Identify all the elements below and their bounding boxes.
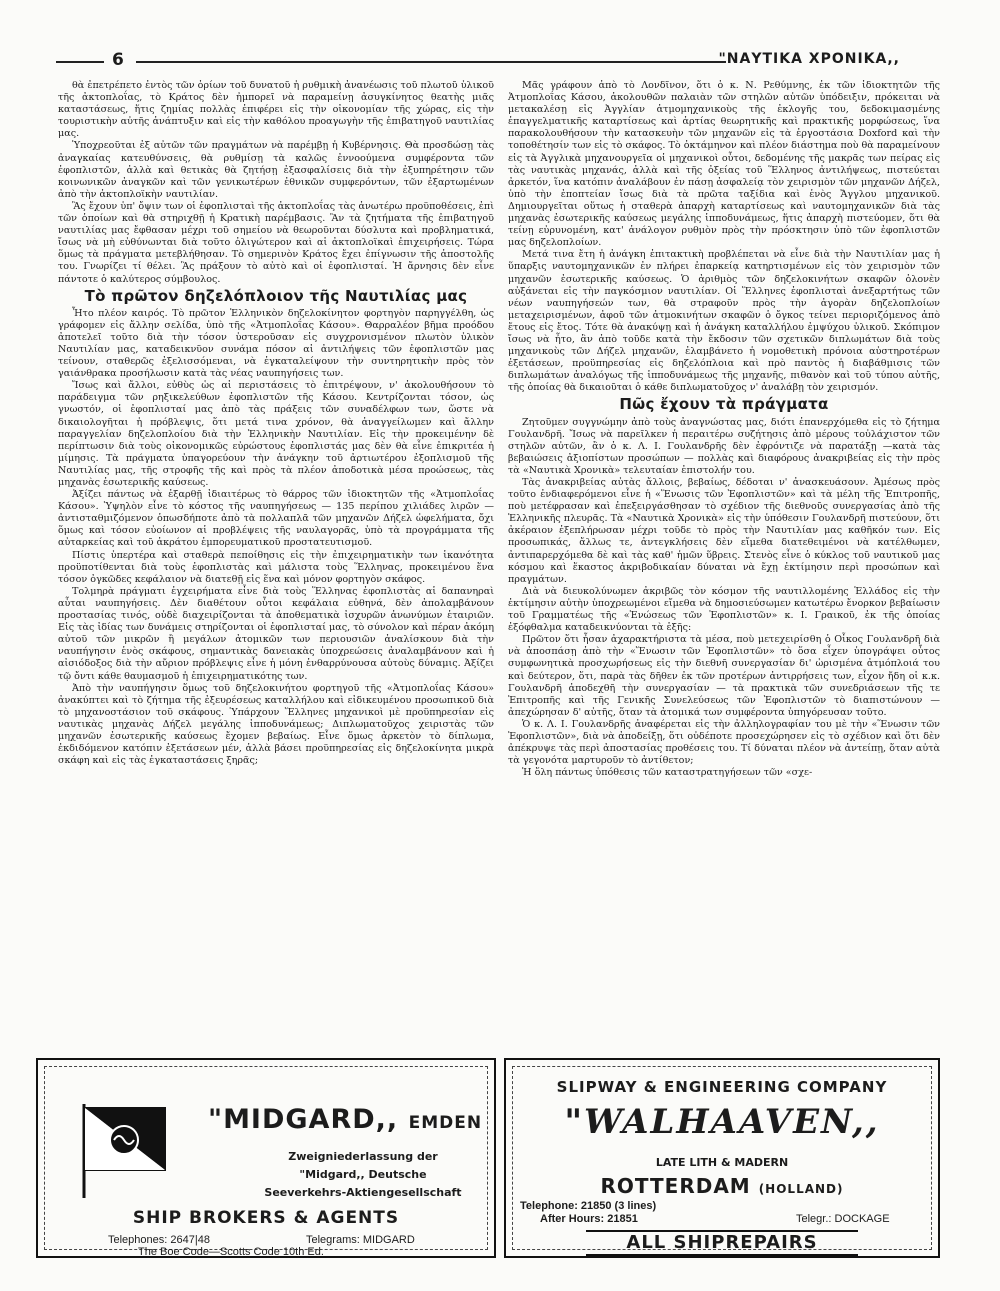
walhaaven-company: SLIPWAY & ENGINEERING COMPANY (556, 1078, 888, 1096)
midgard-sub-line-1: Zweigniederlassung der (288, 1150, 438, 1163)
right-intro-paragraph-1: Μᾶς γράφουν ἀπὸ τὸ Λονδῖνον, ὅτι ὁ κ. Ν. Ρεθύμνης, ἐκ τῶν ἰδιοκτητῶν τῆς Ἀτμοπλοΐας Κάσου, ἀκολουθῶν παλαιὰν τῶν στηλῶν αὐτῶν ὑπόδειξιν, πρόκειται νὰ μετακαλέσῃ εἰς Ἀγγλίαν ἀτμομηχανικοὺς τῆς ἐκλογῆς του, δεδοκιμασμένης ἐπαγγελματικῆς καταρτίσεως καὶ ἀρτίας θεωρητικῆς καὶ πρακτικῆς μορφώσεως, ἵνα παρακολουθήσουν τὴν κατασκευὴν τῶν μηχανῶν εἰς τὰ ἐργοστάσια Doxford καὶ τὴν τοποθέτησίν των εἰς τὸ σκάφος. Τὸ ὀκτάμηνον καὶ πλέον διάστημα ποὺ θὰ παραμείνουν εἰς τὰ Ἀγγλικὰ μηχανουργεῖα οἱ μηχανικοὶ οὗτοι, δεδομένης τῆς μακρᾶς των πείρας εἰς τὰς ναυτικὰς μηχανάς, ἀλλὰ καὶ τῆς ὀξείας τοῦ Ἕλληνος ἀντιλήψεως, πιστεύεται ἀρκετόν, ἵνα κατόπιν ἀναλάβουν ἐν πάσῃ ἀσφαλείᾳ τὸν χειρισμὸν τῶν μηχανῶν Δήζελ, ὑπὸ τὴν ἐποπτείαν ἴσως διὰ τὰ πρῶτα ταξίδια καὶ ἑνὸς Ἄγγλου μηχανικοῦ. Δημιουργεῖται οὕτως ἡ σταθερὰ ἀπαρχὴ καταρτίσεως καὶ ναυτομηχανικῶν διὰ τὰς μηχανὰς ἐσωτερικῆς καύσεως μεγάλης ἱπποδυνάμεως, ἥτις ἀπαρχὴ πιστεύομεν, ὅτι θὰ τείνῃ εὐρυνομένη, κατ' ἀνάλογον ρυθμὸν πρὸς τὴν πρόσκτησιν ὑπὸ τῶν ἐφοπλιστῶν μας δηζελοπλοίων. (508, 80, 940, 249)
walhaaven-location (506, 1174, 938, 1198)
page-number: 6 (112, 50, 124, 70)
left-body-paragraph-3: Ἀξίζει πάντως νὰ ἐξαρθῇ ἰδιαιτέρως τὸ θάρρος τῶν ἰδιοκτητῶν τῆς «Ἀτμοπλοΐας Κάσου». Ὑψηλὸν εἶνε τὸ κόστος τῆς ναυπηγήσεως — 135 περίπου χιλιάδες λιρῶν — ἀντισταθμιζόμενον ὁπωσδήποτε ἀπὸ τὰ πολλαπλᾶ τῶν μηχανῶν Δήζελ ὠφελήματα, ὄχι ὅμως καὶ τόσον εὐοίωνον αἱ προβλέψεις τῆς ναυλαγορᾶς, ὑπὸ τὰ προγράμματα τῆς αὐταρκείας καὶ τοῦ ἀκράτου ἐμπορευματικοῦ προστατευτισμοῦ. (58, 489, 494, 549)
right-column (508, 80, 940, 779)
midgard-sub-line-3: Seeverkehrs-Aktiengesellschaft (264, 1186, 462, 1199)
header-rule-middle (136, 61, 726, 63)
midgard-name: "MIDGARD,, (208, 1104, 399, 1135)
midgard-subtitle (238, 1148, 488, 1202)
right-body-paragraph-4: Πρῶτον ὅτι ἦσαν ἀχαρακτήριστα τὰ μέσα, ποὺ μετεχειρίσθη ὁ Οἶκος Γουλανδρῆ διὰ νὰ ἀποσπάσῃ ἀπὸ τὴν «Ἕνωσιν τῶν Ἐφοπλιστῶν» τὸ ὅσα εἶχεν ὑπογράψει οὗτος συμφωνητικὰ προσχωρήσεως εἰς τὴν διεθνῆ συνεργασίαν δι' ὡρισμένα ἀτμόπλοιά του καὶ δεύτερον, ὅτι, παρὰ τὰς δῆθεν ἐκ τῶν προτέρων ἀντιρρήσεις των, εἶχον ἤδη οἱ κ.κ. Γουλανδρῆ ἀποδεχθῆ τὴν συνεργασίαν — τὰ πρακτικὰ τῶν συνεδριάσεων τῆς τε Ἐπιτροπῆς καὶ τῆς Γενικῆς Συνελεύσεως τῶν Ἐφοπλιστῶν τὸ διαπιστώνουν — ἀπεχώρησαν δ' αὐτῆς, ὅταν τὰ ἀτομικά των συμφέροντα ὑπηγόρευσαν τοῦτο. (508, 634, 940, 718)
left-body-paragraph-5: Τολμηρὰ πράγματι ἐγχειρήματα εἶνε διὰ τοὺς Ἕλληνας ἐφοπλιστὰς αἱ δαπανηραὶ αὗται ναυπηγήσεις. Δὲν διαθέτουν οὗτοι κεφάλαια εὐθηνά, δὲν ἀπολαμβάνουν προστασίας τινός, οὐδὲ διαχειρίζονται τὰ ἀποθεματικὰ ἰσχυρῶν ἀνωνύμων ἑταιριῶν. Εἰς τὰς ἰδίας των δυνάμεις στηρίζονται οἱ ἐφοπλισταί μας, τὸ σύνολον καὶ πέραν ἀκόμη αὐτοῦ τῶν μικρῶν ἢ μεγάλων ἀτομικῶν των περιουσιῶν ἀναλίσκουν διὰ τὴν ναυπήγησιν ἑνὸς σκάφους, σημαντικὰς δανειακὰς ὑποχρεώσεις ἀναλαμβάνουν καὶ ἡ αἰσιόδοξος διὰ τὴν αὔριον πρόβλεψις εἶνε ἡ μόνη ἐνθαρρύνουσα αὐτοὺς δύναμις. Ἀξίζει τῷ ὄντι κάθε θαυμασμοῦ ἡ ἐπιχειρηματικότης των. (58, 585, 494, 682)
left-body-paragraph-6: Ἀπὸ τὴν ναυπήγησιν ὅμως τοῦ δηζελοκινήτου φορτηγοῦ τῆς «Ἀτμοπλοΐας Κάσου» ἀνακύπτει καὶ τὸ ζήτημα τῆς ἐξευρέσεως καταλλήλου καὶ εἰδικευμένου προσωπικοῦ διὰ τὸ μηχανοστάσιον τοῦ σκάφους. Ὑπάρχουν Ἕλληνες μηχανικοὶ μὲ προϋπηρεσίαν εἰς ναυτικὰς μηχανὰς Δήζελ μεγάλης ἱπποδυνάμεως; Διπλωματοῦχος χειριστὰς τῶν μηχανῶν ἐσωτερικῆς καύσεως ἔχομεν βεβαίως. Εἶνε ὅμως ἀρκετὸν τὸ δίπλωμα, ἐκδιδόμενον κατόπιν ἐξετάσεων μέν, ἀλλὰ βάσει προϋπηρεσίας εἰς δηζελοκίνητα μικρὰ σκάφη καὶ εἰς τὰς ἐγκαταστάσεις ξηρᾶς; (58, 682, 494, 767)
left-body-paragraph-4: Πίστις ὑπερτέρα καὶ σταθερὰ πεποίθησις εἰς τὴν ἐπιχειρηματικὴν των ἱκανότητα προϋποτίθενται διὰ τοὺς ἐφοπλιστὰς καὶ μάλιστα τοὺς Ἕλληνας, προκειμένου ἕνα τόσον ὀγκῶδες κεφάλαιον νὰ διατεθῇ εἰς ἕνα καὶ μόνον φορτηγὸν σκάφος. (58, 549, 494, 585)
left-intro-paragraph-2: Ὑποχρεοῦται ἐξ αὐτῶν τῶν πραγμάτων νὰ παρέμβῃ ἡ Κυβέρνησις. Θὰ προσδώσῃ τὰς ἀναγκαίας κατευθύνσεις, θὰ ρυθμίσῃ τὰ καλῶς ἐννοούμενα συμφέροντα τῶν ἐφοπλιστῶν, ἀλλὰ καὶ θετικὰς θὰ ζητήσῃ ἐξασφαλίσεις διὰ τὴν ἐξυπηρέτησιν τῶν κοινωνικῶν ἀναγκῶν καὶ τῶν γενικωτέρων ἐθνικῶν συμφερόντων, τῶν ἐξαρτωμένων ἀπὸ τὴν ἀκτοπλοϊκὴν ναυτιλίαν. (58, 140, 494, 200)
left-article-heading: Τὸ πρῶτον δηζελόπλοιον τῆς Ναυτιλίας μας (84, 286, 468, 305)
walhaaven-telegr: Telegr.: DOCKAGE (796, 1213, 890, 1225)
walhaaven-telephone: Telephone: 21850 (3 lines) (520, 1200, 657, 1212)
left-column (58, 80, 494, 767)
right-body-paragraph-5: Ὁ κ. Λ. Ι. Γουλανδρῆς ἀναφέρεται εἰς τὴν ἀλληλογραφίαν του μὲ τὴν «Ἕνωσιν τῶν Ἐφοπλιστῶν», διὰ νὰ ἀποδείξῃ, ὅτι οὐδέποτε προσεχώρησεν εἰς τὸ σχέδιον καὶ ὅτι δὲν ἀπέκρυψε τὰς περὶ ἀποστασίας προθέσεις του. Τί δύναται πλέον νὰ ἀντείπῃ, ὅταν αὐτὰ τὰ γεγονότα μαρτυροῦν τὸ ἀντίθετον; (508, 718, 940, 767)
midgard-telephones: Telephones: 2647|48 (108, 1234, 210, 1246)
midgard-sub-line-2: "Midgard,, Deutsche (299, 1168, 427, 1181)
right-article-heading: Πῶς ἔχουν τὰ πράγματα (619, 395, 829, 414)
walhaaven-tagline: ALL SHIPREPAIRS (586, 1230, 858, 1256)
walhaaven-name: "WALHAAVEN,, (564, 1102, 880, 1142)
left-intro-paragraph-1: θὰ ἐπετρέπετο ἐντὸς τῶν ὁρίων τοῦ δυνατοῦ ἡ ρυθμικὴ ἀνανέωσις τοῦ πλωτοῦ ὑλικοῦ τῆς ἀκτοπλοΐας, τὸ Κράτος δὲν ἠμπορεῖ νὰ παραμείνῃ ἀσυγκίνητος θεατὴς μιᾶς καταστάσεως, ἥτις ζημίας πολλὰς ἐπιφέρει εἰς τὴν οἰκονομίαν τῆς χώρας, εἰς τὴν τουριστικὴν αὐτῆς ἀνάπτυξιν καὶ εἰς τὴν καθόλου προαγωγὴν τῆς ἐπιβατηγοῦ ναυτιλίας μας. (58, 80, 494, 140)
walhaaven-country: (HOLLAND) (758, 1182, 844, 1196)
page-header (56, 50, 936, 74)
left-body-paragraph-1: Ἦτο πλέον καιρός. Τὸ πρῶτον Ἑλληνικὸν δηζελοκίνητον φορτηγὸν παρηγγέλθη, ὡς γράφομεν εἰς ἄλλην σελίδα, ὑπὸ τῆς «Ἀτμοπλοΐας Κάσου». Θαρραλέον βῆμα προόδου ἀποτελεῖ τοῦτο διὰ τὴν τόσον ὑστεροῦσαν εἰς συγχρονισμένον πλωτὸν ὑλικὸν Ναυτιλίαν μας, καταδεικνῦον συνάμα πόσον αἱ ἀντιλήψεις τῶν ἐφοπλιστῶν μας τείνουν, σταθερῶς ἐξελισσόμεναι, νὰ ἐγκαταλείψουν τὴν συντηρητικὴν πρὸς τὸν γαιάνθρακα προσήλωσιν κατὰ τὰς νέας ναυπηγήσεις των. (58, 307, 494, 380)
midgard-advertisement (36, 1058, 496, 1258)
right-body-paragraph-2: Τὰς ἀνακριβείας αὐτὰς ἄλλοις, βεβαίως, δέδοται ν' ἀνασκευάσουν. Ἀμέσως πρὸς τοῦτο ἐνδιαφερόμενοι εἶνε ἡ «Ἕνωσις τῶν Ἐφοπλιστῶν» καὶ τὰ μέλη τῆς Ἐπιτροπῆς, ποὺ μετέφρασαν καὶ ἐπεξειργάσθησαν τὸ σχέδιον τῆς διεθνοῦς συνεργασίας ἀπὸ τῆς Ἑλληνικῆς πλευρᾶς. Τὰ «Ναυτικὰ Χρονικὰ» εἰς τὴν ὑπόθεσιν Γουλανδρῆ πιστεύουν, ὅτι ἀκέραιον ἐξεπλήρωσαν μέχρι τοῦδε τὸ πρὸς τὴν Ναυτιλίαν μας καθῆκόν των. Εἰς προσωπικάς, ἄλλως τε, ἀντεγκλήσεις δὲν εἴμεθα διατεθειμένοι νὰ κατέλθωμεν, ἀντιπαρερχόμεθα δὲ καὶ τὰς καθ' ἡμῶν ὕβρεις. Στενὸς εἶνε ὁ κύκλος τοῦ ναυτικοῦ μας κόσμου καὶ ἕκαστος ἀκριβοδικαίαν δύναται νὰ ἔχῃ ἐκτίμησιν περὶ προσώπων καὶ πραγμάτων. (508, 477, 940, 585)
walhaaven-formerly: LATE LITH & MADERN (655, 1156, 789, 1169)
midgard-title (208, 1104, 482, 1135)
walhaaven-advertisement (504, 1058, 940, 1258)
right-body-paragraph-3: Διὰ νὰ διευκολύνωμεν ἀκριβῶς τὸν κόσμον τῆς ναυτιλλομένης Ἑλλάδος εἰς τὴν ἐκτίμησιν αὐτὴν ὑποχρεωμένοι εἴμεθα νὰ δημοσιεύσωμεν κατωτέρω ἔνορκον βεβαίωσιν τοῦ Γραμματέως τῆς «Ἑνώσεως τῶν Ἐφοπλιστῶν» κ. Ι. Γραικοῦ, ἐκ τῆς ὁποίας ἐξόφθαλμα καταδεικνύονται τὰ ἑξῆς: (508, 585, 940, 634)
right-body-paragraph-6: Ἡ ὅλη πάντως ὑπόθεσις τῶν καταστρατηγήσεων τῶν «σχε- (522, 767, 813, 779)
midgard-code: The Boe Code—Scotts Code 10th Ed. (138, 1246, 324, 1258)
midgard-brokers: SHIP BROKERS & AGENTS (132, 1208, 400, 1228)
midgard-telegrams: Telegrams: MIDGARD (306, 1234, 415, 1246)
midgard-flag-icon (78, 1100, 174, 1200)
left-body-paragraph-2: Ἴσως καὶ ἄλλοι, εὐθὺς ὡς αἱ περιστάσεις τὸ ἐπιτρέψουν, ν' ἀκολουθήσουν τὸ παράδειγμα τῶν ρηξικελεύθων ἐφοπλιστῶν τῆς Κάσου. Κεντρίζονται τόσον, ὡς γνωστόν, οἱ ἐφοπλισταί μας ἀπὸ τὰς πράξεις τῶν συναδέλφων των, ὥστε νὰ δικαιολογῆται ἡ πρόβλεψις, ὅτι μετά τινα χρόνον, θὰ ἀναγγείλωμεν καὶ ἄλλην παραγγελίαν δηζελοπλοίου διὰ τὴν Ἑλληνικὴν Ναυτιλίαν. Εἰς τὴν προκειμένην δὲ περίπτωσιν διὰ τοὺς οἰκονομικῶς εὐρώστους ἐφοπλιστάς μας δὲν θὰ εἶνε ἐπικριτέα ἡ μίμησις. Τὰ πράγματα ὑπαγορεύουν τὴν ἀνάγκην τοῦ ἀρτιωτέρου ἐξοπλισμοῦ τῆς Ναυτιλίας μας, τῆς στροφῆς τῆς καὶ πρὸς τὰ πλέον ἀποδοτικὰ μέσα προώσεως, τὰς μηχανὰς ἐσωτερικῆς καύσεως. (58, 380, 494, 488)
walhaaven-after-hours: After Hours: 21851 (540, 1213, 638, 1225)
masthead-title: "ΝΑΥΤΙΚΑ ΧΡΟΝΙΚΑ,, (718, 51, 900, 67)
header-rule-left (56, 61, 104, 63)
left-intro-paragraph-3: Ἂς ἔχουν ὑπ' ὄψιν των οἱ ἐφοπλισταὶ τῆς ἀκτοπλοΐας τὰς ἀνωτέρω προϋποθέσεις, ἐπὶ τῶν ὁποίων καὶ θὰ στηριχθῇ ἡ Κρατικὴ παρέμβασις. Ἂν τὰ ζητήματα τῆς ἐπιβατηγοῦ ναυτιλίας μας ἔφθασαν μέχρι τοῦ σημείου νὰ θεωροῦνται δύσλυτα καὶ προβληματικά, ἴσως νὰ μὴ εὐθύνωνται διὰ τοῦτο ὀλιγώτερον καὶ αἱ ἀκτοπλοϊκαὶ ἐπιχειρήσεις. Τώρα ὅμως τὰ πράγματα μετεβλήθησαν. Τὸ σημερινὸν Κράτος ἔχει ἐπίγνωσιν τῆς ἀποστολῆς του. Γνωρίζει τί θέλει. Ἂς πράξουν τὸ αὐτὸ καὶ οἱ ἐφοπλισταί. Ἡ ἄρνησις δὲν εἶνε πάντοτε ὁ καλύτερος σύμβουλος. (58, 200, 494, 285)
right-intro-paragraph-2: Μετά τινα ἔτη ἡ ἀνάγκη ἐπιτακτικὴ προβλέπεται νὰ εἶνε διὰ τὴν Ναυτιλίαν μας ἡ ὕπαρξις ναυτομηχανικῶν ἐν πλήρει ἐπαρκείᾳ κατηρτισμένων εἰς τὸν χειρισμὸν τῶν μηχανῶν ἐσωτερικῆς καύσεως. Ὁ ἀριθμὸς τῶν δηζελοκινήτων σκαφῶν ὁλονὲν αὐξάνεται εἰς τὴν παγκόσμιον ναυτιλίαν. Οἱ Ἕλληνες ἐφοπλισταὶ ἀνεξαρτήτως τῶν νέων ναυπηγήσεών των, θὰ στραφοῦν πρὸς τὴν ἀγορὰν δηζελοπλοίων μεταχειρισμένων, ἀφοῦ τῶν ἀτμοκινήτων σκαφῶν ὁ ὄγκος τείνει περιοριζόμενος ἀπὸ ἔτους εἰς ἔτος. Τότε θὰ ἀνακύψῃ καὶ ἡ ἀνάγκη καταλλήλου ἐμψύχου ὑλικοῦ. Σκόπιμον ἴσως νὰ ἦτο, ἂν ἀπὸ τοῦδε κατὰ τὴν ἔκδοσιν τῶν σχετικῶν διπλωμάτων διὰ τοὺς μηχανικοὺς τῶν Δήζελ μηχανῶν, ἐλαμβάνετο ἡ νομοθετικὴ πρόνοια αὐστηροτέρων ἐξετάσεων, προϋπηρεσίας εἰς δηζελόπλοια καὶ πρὸ παντὸς ἡ διαβάθμισις τῶν διπλωμάτων ἀναλόγως τῆς ἱπποδυνάμεως τῆς μηχανῆς, πιθανὸν καὶ τοῦ τύπου αὐτῆς, τῆς ὁποίας θὰ δικαιοῦται ὁ κάθε διπλωματοῦχος ν' ἀναλάβῃ τὸν χειρισμόν. (508, 249, 940, 394)
midgard-city: EMDEN (408, 1113, 483, 1133)
right-body-paragraph-1: Ζητοῦμεν συγγνώμην ἀπὸ τοὺς ἀναγνώστας μας, διότι ἐπανερχόμεθα εἰς τὸ ζήτημα Γουλανδρῆ. Ἴσως νὰ παρεῖλκεν ἡ περαιτέρω συζήτησις ἀπὸ μέρους τοὐλάχιστον τῶν στηλῶν αὐτῶν, ἂν ὁ κ. Λ. Ι. Γουλανδρῆς δὲν ἐφρόντιζε νὰ παρατάξῃ —κατὰ τὰς βεβαιώσεις ἀξιοπίστων προσώπων — πολλὰς καὶ διαφόρους ἀνακριβείας εἰς τὴν πρὸς τὰ «Ναυτικὰ Χρονικὰ» τελευταίαν ἐπιστολήν του. (508, 416, 940, 476)
walhaaven-city: ROTTERDAM (600, 1174, 751, 1198)
